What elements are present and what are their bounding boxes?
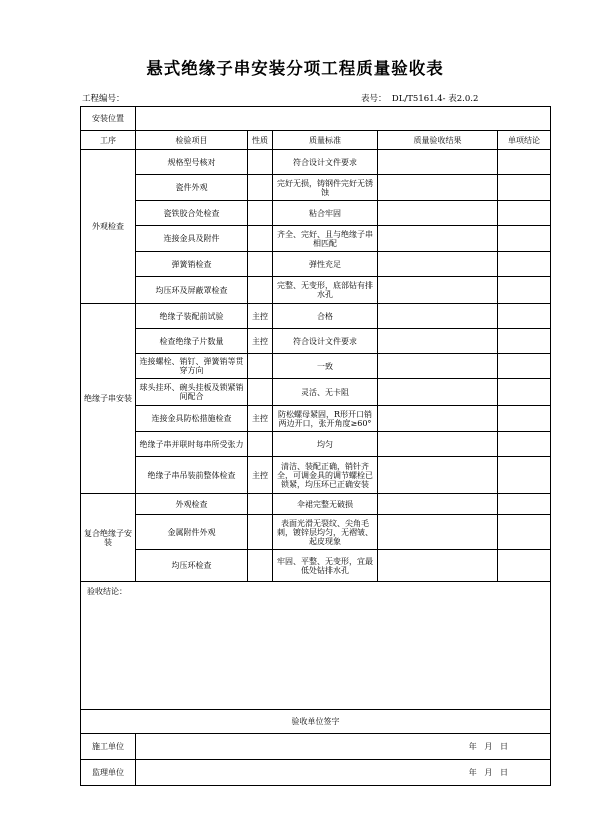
header-item: 检验项目: [136, 131, 248, 150]
form-no-value: DL/T5161.4- 表2.0.2: [391, 94, 479, 104]
result-cell[interactable]: [378, 379, 498, 406]
item-cell: 弹簧销检查: [136, 252, 248, 277]
header-standard: 质量标准: [273, 131, 378, 150]
table-row: [81, 150, 551, 175]
conclusion-cell[interactable]: [498, 379, 551, 406]
signer-date-construction[interactable]: [136, 734, 551, 760]
item-cell: 球头挂环、碗头挂板及锁紧销间配合: [136, 379, 248, 406]
nature-cell: [248, 226, 273, 252]
table-row: [81, 432, 551, 457]
header-process: 工序: [81, 131, 136, 150]
nature-cell: [248, 277, 273, 304]
nature-cell: [248, 175, 273, 201]
nature-cell: [248, 432, 273, 457]
signer-date-text: 年 月 日: [468, 768, 508, 777]
result-cell[interactable]: [378, 252, 498, 277]
standard-cell: 表面光滑无裂纹、尖角毛刺，镀锌层均匀，无褶皱、起皮现象: [273, 515, 378, 550]
nature-cell: [248, 550, 273, 582]
standard-cell: 弹性充足: [273, 252, 378, 277]
item-cell: 连接金具及附件: [136, 226, 248, 252]
signer-row: [81, 760, 551, 786]
table-row: [81, 406, 551, 432]
install-location-value[interactable]: [136, 107, 551, 131]
item-cell: 检查绝缘子片数量: [136, 329, 248, 354]
form-number: [361, 92, 478, 104]
result-cell[interactable]: [378, 175, 498, 201]
signer-date-text: 年 月 日: [468, 742, 508, 751]
nature-cell: 主控: [248, 329, 273, 354]
item-cell: 绝缘子串并联时每串所受张力: [136, 432, 248, 457]
standard-cell: 粘合牢固: [273, 201, 378, 226]
table-row: [81, 379, 551, 406]
item-cell: 均压环及屏蔽罩检查: [136, 277, 248, 304]
project-no-label: 工程编号：: [82, 94, 125, 104]
result-cell[interactable]: [378, 226, 498, 252]
acceptance-conclusion-label: 验收结论：: [87, 587, 127, 596]
standard-cell: 一致: [273, 354, 378, 379]
table-row: [81, 457, 551, 494]
signer-date-supervision[interactable]: [136, 760, 551, 786]
sign-title: 验收单位签字: [81, 710, 551, 734]
result-cell[interactable]: [378, 550, 498, 582]
standard-cell: 符合设计文件要求: [273, 150, 378, 175]
conclusion-cell[interactable]: [498, 226, 551, 252]
page-title: 悬式绝缘子串安装分项工程质量验收表: [146, 59, 444, 78]
result-cell[interactable]: [378, 304, 498, 329]
form-no-label: 表号：: [361, 94, 387, 104]
header-nature: 性质: [248, 131, 273, 150]
table-row: [81, 252, 551, 277]
result-cell[interactable]: [378, 457, 498, 494]
process-cell: 外观检查: [81, 150, 136, 304]
standard-cell: 完好无损，铸钢件完好无锈蚀: [273, 175, 378, 201]
table-row: [81, 329, 551, 354]
nature-cell: 主控: [248, 304, 273, 329]
header-result: 质量验收结果: [378, 131, 498, 150]
conclusion-cell[interactable]: [498, 201, 551, 226]
process-cell: 复合绝缘子安装: [81, 494, 136, 582]
result-cell[interactable]: [378, 150, 498, 175]
item-cell: 绝缘子串吊装前整体检查: [136, 457, 248, 494]
item-cell: 连接金具防松措施检查: [136, 406, 248, 432]
result-cell[interactable]: [378, 406, 498, 432]
conclusion-cell[interactable]: [498, 550, 551, 582]
conclusion-cell[interactable]: [498, 494, 551, 515]
table-row: [81, 354, 551, 379]
result-cell[interactable]: [378, 494, 498, 515]
inspection-table: [80, 106, 551, 786]
item-cell: 瓷件外观: [136, 175, 248, 201]
conclusion-cell[interactable]: [498, 354, 551, 379]
conclusion-cell[interactable]: [498, 406, 551, 432]
conclusion-cell[interactable]: [498, 304, 551, 329]
result-cell[interactable]: [378, 329, 498, 354]
signer-unit-construction: 施工单位: [81, 734, 136, 760]
standard-cell: 防松螺母紧固，R形开口销两边开口，张开角度≥60°: [273, 406, 378, 432]
item-cell: 连接螺栓、销钉、弹簧销等贯穿方向: [136, 354, 248, 379]
table-row: [81, 515, 551, 550]
standard-cell: 均匀: [273, 432, 378, 457]
table-row: [81, 175, 551, 201]
item-cell: 瓷铁胶合处检查: [136, 201, 248, 226]
nature-cell: [248, 201, 273, 226]
standard-cell: 齐全、完好、且与绝缘子串相匹配: [273, 226, 378, 252]
table-row: [81, 201, 551, 226]
nature-cell: [248, 354, 273, 379]
result-cell[interactable]: [378, 201, 498, 226]
conclusion-cell[interactable]: [498, 252, 551, 277]
table-row: [81, 304, 551, 329]
standard-cell: 牢固、平整、无变形，宜最低处钻排水孔: [273, 550, 378, 582]
nature-cell: [248, 379, 273, 406]
table-row: [81, 226, 551, 252]
standard-cell: 灵活、无卡阻: [273, 379, 378, 406]
nature-cell: 主控: [248, 457, 273, 494]
conclusion-cell[interactable]: [498, 457, 551, 494]
acceptance-conclusion[interactable]: [81, 582, 551, 710]
item-cell: 金属附件外观: [136, 515, 248, 550]
nature-cell: [248, 515, 273, 550]
standard-cell: 完整、无变形，底部钻有排水孔: [273, 277, 378, 304]
item-cell: 外观检查: [136, 494, 248, 515]
nature-cell: [248, 150, 273, 175]
table-row: [81, 494, 551, 515]
result-cell[interactable]: [378, 354, 498, 379]
item-cell: 规格型号核对: [136, 150, 248, 175]
item-cell: 均压环检查: [136, 550, 248, 582]
nature-cell: 主控: [248, 406, 273, 432]
conclusion-cell[interactable]: [498, 277, 551, 304]
standard-cell: 伞裙完整无破损: [273, 494, 378, 515]
conclusion-cell[interactable]: [498, 150, 551, 175]
process-cell: 绝缘子串安装: [81, 304, 136, 494]
conclusion-cell[interactable]: [498, 175, 551, 201]
standard-cell: 符合设计文件要求: [273, 329, 378, 354]
item-cell: 绝缘子装配前试验: [136, 304, 248, 329]
standard-cell: 合格: [273, 304, 378, 329]
signer-unit-supervision: 监理单位: [81, 760, 136, 786]
nature-cell: [248, 252, 273, 277]
install-location-label: 安装位置: [81, 107, 136, 131]
table-row: [81, 550, 551, 582]
result-cell[interactable]: [378, 432, 498, 457]
signer-row: [81, 734, 551, 760]
conclusion-cell[interactable]: [498, 432, 551, 457]
conclusion-cell[interactable]: [498, 515, 551, 550]
conclusion-cell[interactable]: [498, 329, 551, 354]
result-cell[interactable]: [378, 515, 498, 550]
standard-cell: 清洁、装配正确，销针齐全，可调金具的调节螺栓已锁紧，均压环已正确安装: [273, 457, 378, 494]
header-conclusion: 单项结论: [498, 131, 551, 150]
result-cell[interactable]: [378, 277, 498, 304]
table-row: [81, 277, 551, 304]
nature-cell: [248, 494, 273, 515]
